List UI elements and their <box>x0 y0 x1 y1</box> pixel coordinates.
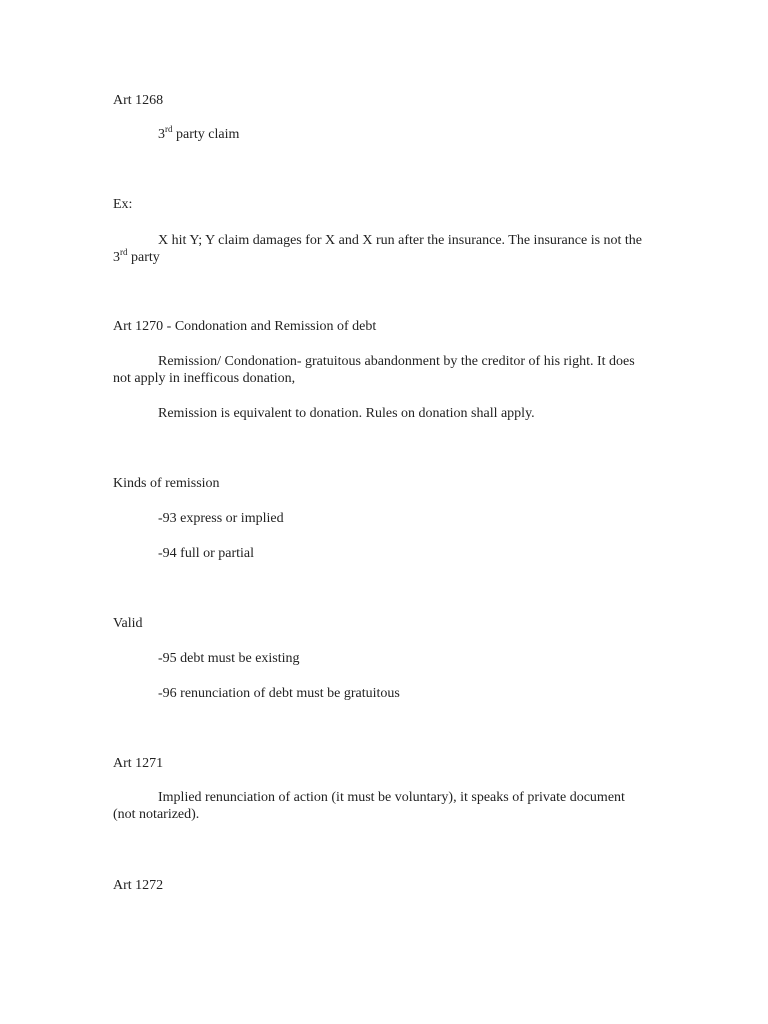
art-1271-paragraph: Implied renunciation of action (it must be voluntary), it speaks of private document (not notarized). <box>113 790 625 822</box>
example-heading: Ex: <box>113 197 133 212</box>
art-1271-heading: Art 1271 <box>113 756 164 771</box>
art-1270-heading: Art 1270 - Condonation and Remission of debt <box>113 319 377 334</box>
third-party-claim-line <box>158 126 239 143</box>
valid-heading: Valid <box>113 616 143 631</box>
ordinal-number: 3 <box>158 127 165 142</box>
remission-definition: Remission/ Condonation- gratuitous abandonment by the creditor of his right. It does not apply in inefficous donation, <box>113 354 635 386</box>
valid-item: -95 debt must be existing <box>158 651 300 666</box>
valid-item: -96 renunciation of debt must be gratuitous <box>158 686 400 701</box>
example-ordinal-suffix: rd <box>120 247 128 257</box>
example-main-text: X hit Y; Y claim damages for X and X run after the insurance. The insurance is not the 3 <box>113 233 643 265</box>
kinds-item: -94 full or partial <box>158 546 255 561</box>
art-1272-heading: Art 1272 <box>113 878 164 893</box>
remission-rule: Remission is equivalent to donation. Rules on donation shall apply. <box>158 406 535 421</box>
ordinal-suffix: rd <box>165 124 173 134</box>
art-1268-heading: Art 1268 <box>113 93 164 108</box>
example-paragraph <box>113 232 643 266</box>
example-rest-text: party <box>127 250 160 265</box>
kinds-of-remission-heading: Kinds of remission <box>113 476 220 491</box>
third-party-claim-text: party claim <box>172 127 240 142</box>
kinds-item: -93 express or implied <box>158 511 284 526</box>
